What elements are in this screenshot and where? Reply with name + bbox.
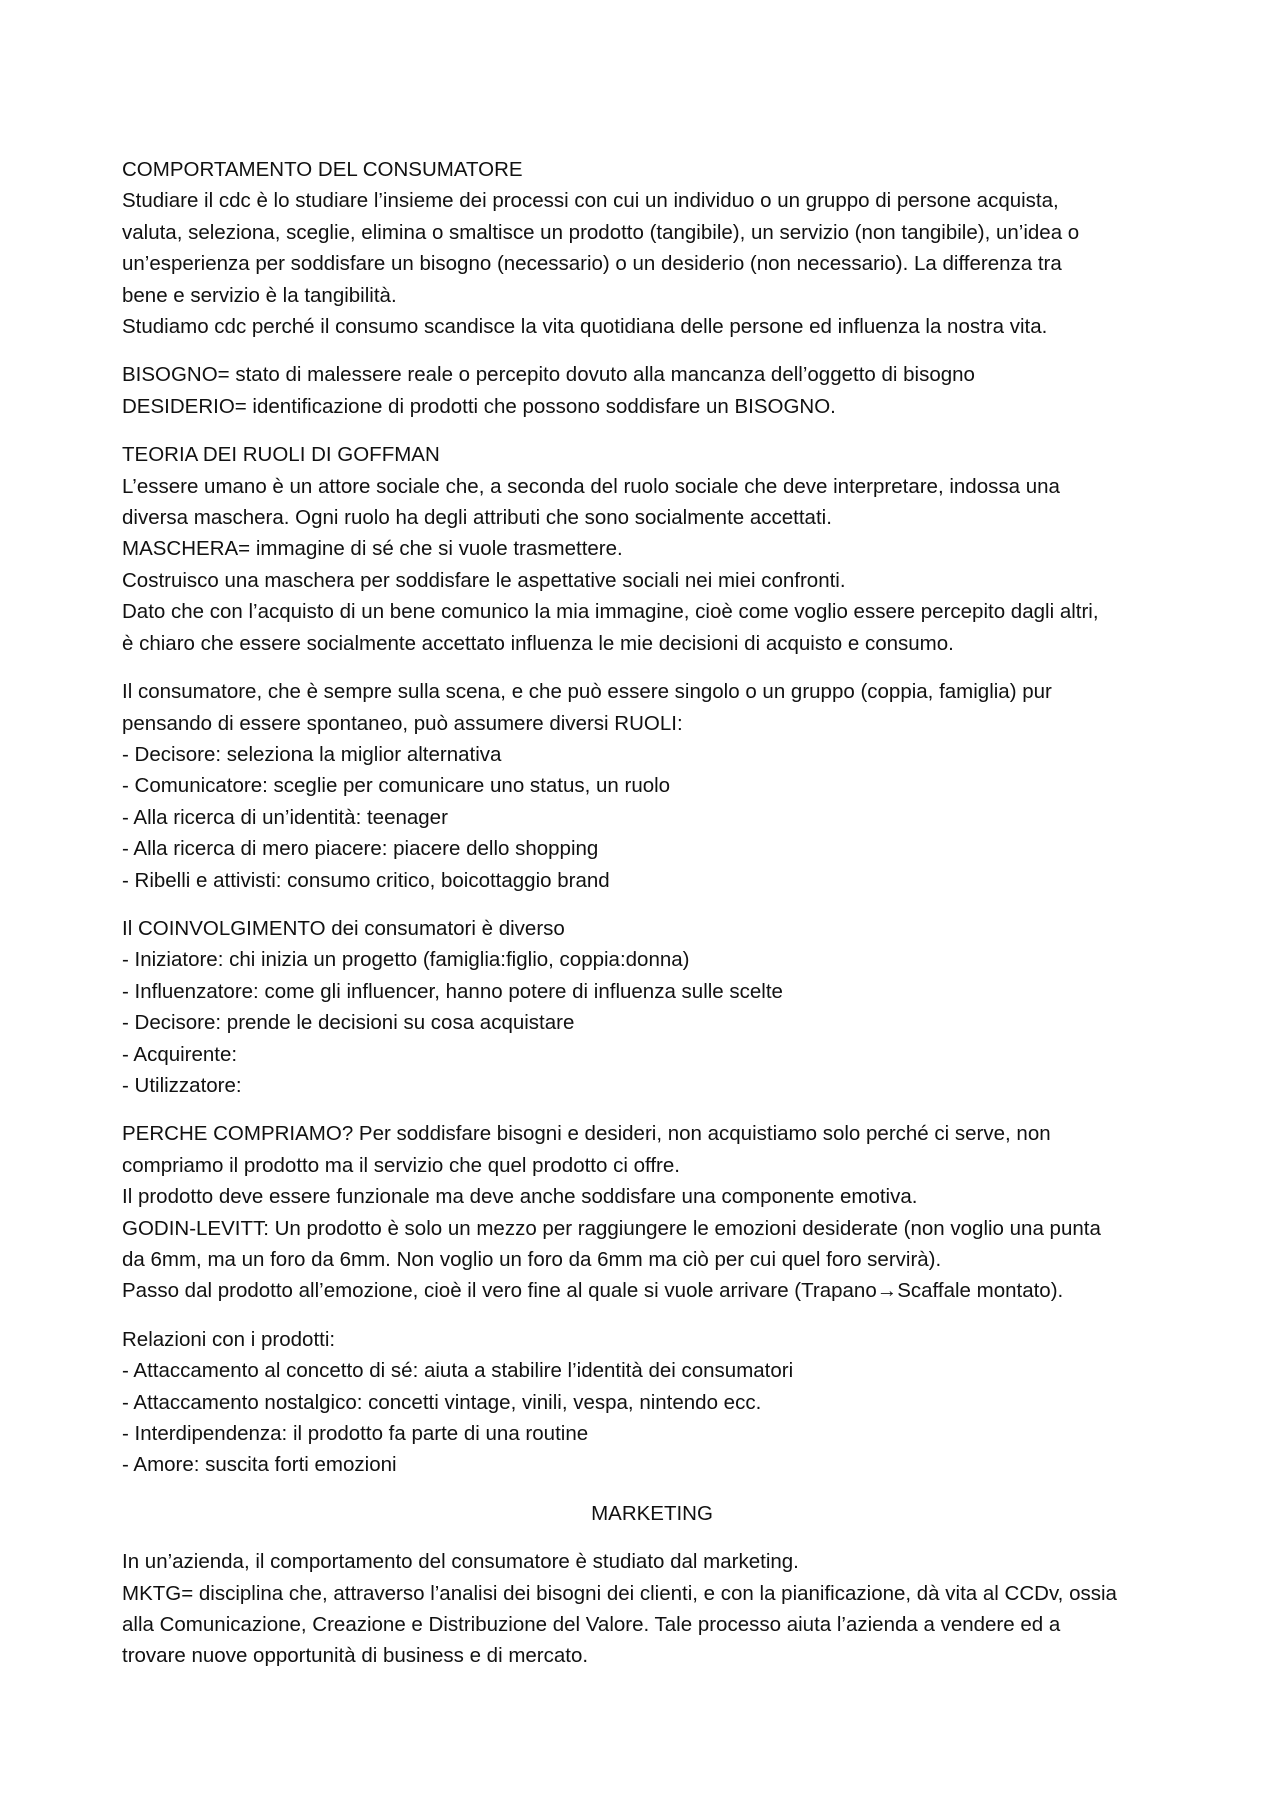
text-line: Studiamo cdc perché il consumo scandisce la vita quotidiana delle persone ed influenza la nostra vita. (122, 315, 1048, 339)
text-line: diversa maschera. Ogni ruolo ha degli attributi che sono socialmente accettati. (122, 506, 832, 530)
list-item: - Alla ricerca di mero piacere: piacere dello shopping (122, 837, 599, 861)
list-item: - Iniziatore: chi inizia un progetto (famiglia:figlio, coppia:donna) (122, 948, 690, 972)
definition-maschera: MASCHERA= immagine di sé che si vuole trasmettere. (122, 537, 623, 561)
text-line: trovare nuove opportunità di business e di mercato. (122, 1644, 589, 1668)
text-line: Il COINVOLGIMENTO dei consumatori è diverso (122, 916, 565, 940)
heading-marketing: MARKETING (591, 1501, 713, 1525)
text-line: da 6mm, ma un foro da 6mm. Non voglio un foro da 6mm ma ciò per cui quel foro servirà). (122, 1248, 942, 1271)
arrow-right-icon: → (876, 1279, 898, 1303)
text-fragment: Scaffale montato). (897, 1279, 1064, 1303)
list-item: - Decisore: seleziona la miglior alternativa (122, 742, 502, 766)
text-line: Il prodotto deve essere funzionale ma deve anche soddisfare una componente emotiva. (122, 1185, 918, 1209)
text-line: alla Comunicazione, Creazione e Distribuzione del Valore. Tale processo aiuta l’azienda a vendere ed a (122, 1613, 1061, 1637)
text-line: è chiaro che essere socialmente accettato influenza le mie decisioni di acquisto e consumo. (122, 631, 954, 655)
paragraph-coinvolgimento (122, 913, 1182, 1101)
paragraph-ruoli (122, 676, 1182, 896)
list-item: - Acquirente: (122, 1042, 238, 1066)
list-item: - Attaccamento al concetto di sé: aiuta a stabilire l’identità dei consumatori (122, 1359, 794, 1383)
definition-bisogno: BISOGNO= stato di malessere reale o percepito dovuto alla mancanza dell’oggetto di bisogno (122, 363, 975, 387)
paragraph-bisogno-desiderio (122, 359, 1182, 422)
list-item: - Influenzatore: come gli influencer, hanno potere di influenza sulle scelte (122, 979, 783, 1003)
text-line: Studiare il cdc è lo studiare l’insieme dei processi con cui un individuo o un gruppo di persone acquista, (122, 189, 1059, 213)
text-line: Dato che con l’acquisto di un bene comunico la mia immagine, cioè come voglio essere percepito dagli altri, (122, 600, 1099, 624)
definition-mktg: MKTG= disciplina che, attraverso l’analisi dei bisogni dei clienti, e con la pianificazione, dà vita al CCDv, ossia (122, 1581, 1117, 1605)
text-line: bene e servizio è la tangibilità. (122, 283, 397, 307)
text-line: Il consumatore, che è sempre sulla scena, e che può essere singolo o un gruppo (coppia, famiglia) pur (122, 680, 1052, 704)
text-line: L’essere umano è un attore sociale che, a seconda del ruolo sociale che deve interpretare, indossa una (122, 474, 1060, 498)
text-line: un’esperienza per soddisfare un bisogno (necessario) o un desiderio (non necessario). La differenza tra (122, 252, 1062, 276)
text-fragment: Passo dal prodotto all’emozione, cioè il vero fine al quale si vuole arrivare (Trapano (122, 1279, 877, 1303)
paragraph-perche-compriamo (122, 1118, 1182, 1306)
text-line: GODIN-LEVITT: Un prodotto è solo un mezzo per raggiungere le emozioni desiderate (non voglio una punta (122, 1216, 1101, 1240)
list-item: - Amore: suscita forti emozioni (122, 1453, 397, 1477)
list-item: - Alla ricerca di un’identità: teenager (122, 805, 448, 829)
section-title-comportamento: COMPORTAMENTO DEL CONSUMATORE (122, 158, 523, 181)
text-line: Relazioni con i prodotti: (122, 1327, 336, 1351)
paragraph-cdc-intro (122, 154, 1182, 342)
list-item: - Ribelli e attivisti: consumo critico, boicottaggio brand (122, 868, 610, 892)
text-line: valuta, seleziona, sceglie, elimina o smaltisce un prodotto (tangibile), un servizio (non tangibile), un’idea o (122, 220, 1080, 244)
text-line: Costruisco una maschera per soddisfare le aspettative sociali nei miei confronti. (122, 568, 846, 592)
paragraph-marketing (122, 1546, 1182, 1672)
list-item: - Comunicatore: sceglie per comunicare uno status, un ruolo (122, 774, 671, 798)
section-title-goffman: TEORIA DEI RUOLI DI GOFFMAN (122, 443, 440, 467)
text-line: pensando di essere spontaneo, può assumere diversi RUOLI: (122, 711, 683, 735)
list-item: - Interdipendenza: il prodotto fa parte di una routine (122, 1422, 589, 1446)
document-page (122, 154, 1182, 1689)
text-line (122, 1275, 1182, 1306)
list-item: - Attaccamento nostalgico: concetti vintage, vinili, vespa, nintendo ecc. (122, 1390, 762, 1414)
text-line: PERCHE COMPRIAMO? Per soddisfare bisogni e desideri, non acquistiamo solo perché ci serve, non (122, 1122, 1051, 1146)
paragraph-relazioni (122, 1324, 1182, 1481)
text-line: In un’azienda, il comportamento del consumatore è studiato dal marketing. (122, 1550, 799, 1574)
text-line: compriamo il prodotto ma il servizio che quel prodotto ci offre. (122, 1153, 680, 1177)
definition-desiderio: DESIDERIO= identificazione di prodotti che possono soddisfare un BISOGNO. (122, 394, 836, 418)
list-item: - Decisore: prende le decisioni su cosa acquistare (122, 1011, 575, 1035)
paragraph-goffman (122, 439, 1182, 659)
list-item: - Utilizzatore: (122, 1073, 242, 1097)
